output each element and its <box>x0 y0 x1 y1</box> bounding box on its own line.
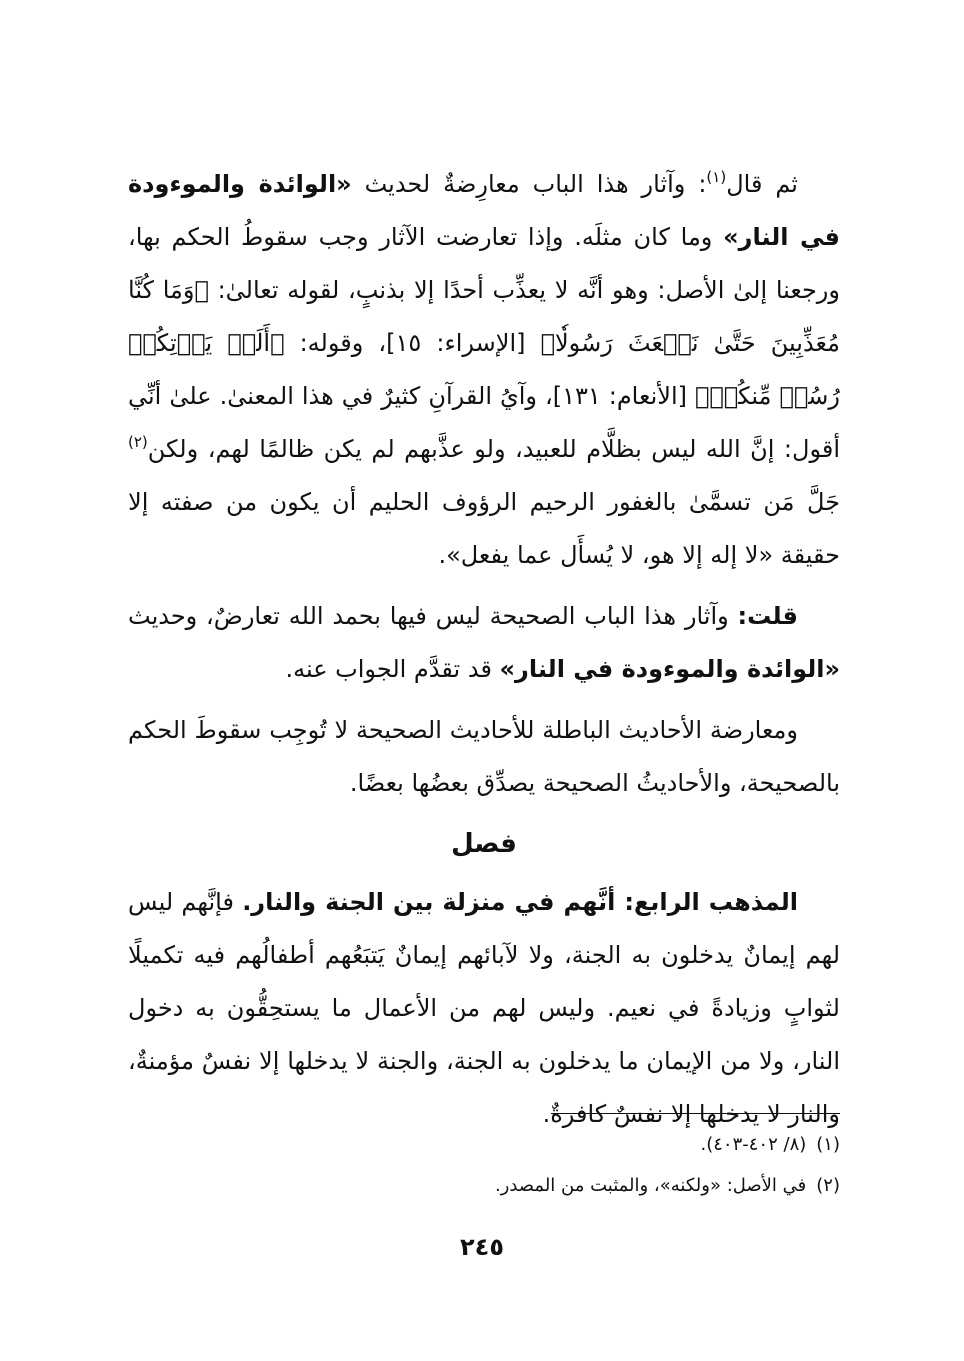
footnote-1-text: (٨/ ٤٠٢-٤٠٣). <box>700 1134 807 1155</box>
footnote-1-number: (١) <box>816 1134 840 1155</box>
paragraph-1-text-c: وما كان مثلَه. وإذا تعارضت الآثار وجب سقوطُ الحكم بها، ورجعنا إلىٰ الأصل: وهو أنَّه لا يعذِّب أحدًا إلا بذنبٍ، لقوله تعالىٰ: <box>128 223 840 304</box>
footnote-2-text: في الأصل: «ولكنه»، والمثبت من المصدر. <box>494 1175 807 1196</box>
paragraph-2-text-a: وآثار هذا الباب الصحيحة ليس فيها بحمد الله تعارضٌ، وحديث <box>128 602 738 630</box>
paragraph-1-text-a: ثم قال <box>726 170 798 198</box>
footnote-1 <box>128 1124 840 1165</box>
paragraph-4 <box>128 876 840 1141</box>
footnote-2 <box>128 1165 840 1206</box>
hadith-title-2: «الوائدة والموءودة في النار» <box>499 655 840 683</box>
paragraph-2 <box>128 590 840 696</box>
footnote-ref-2: (٢) <box>128 433 148 451</box>
paragraph-1-text-e: [الأنعام: ١٣١]، وآيُ القرآنِ كثيرٌ في هذا المعنىٰ. علىٰ أنِّي أقول: إنَّ الله ليس بظلَّام للعبيد، ولو عذَّبهم لم يكن ظالمًا لهم، ولكن <box>128 382 840 463</box>
page-number: ٢٤٥ <box>460 1233 504 1261</box>
section-heading: فصل <box>451 829 517 859</box>
paragraph-2-text-b: قد تقدَّم الجواب عنه. <box>285 655 500 683</box>
paragraph-1-text-b: : وآثار هذا الباب معارِضةٌ لحديث <box>351 170 707 198</box>
paragraph-3 <box>128 704 840 810</box>
paragraph-4-lead: المذهب الرابع: أنَّهم في منزلة بين الجنة والنار. <box>242 888 798 916</box>
footnote-separator <box>551 1113 840 1114</box>
paragraph-1-text-f: جَلَّ مَن تسمَّىٰ بالغفور الرحيم الرؤوف الحليم أن يكون من صفته إلا حقيقة «لا إله إلا هو، لا يُسأَل عما يفعل». <box>128 488 840 569</box>
hadith-title: «الوائدة والموءودة في النار» <box>128 170 840 251</box>
paragraph-1-text-d: [الإسراء: ١٥]، وقوله: <box>284 329 541 357</box>
paragraph-4-text: فإنَّهم ليس لهم إيمانٌ يدخلون به الجنة، ولا لآبائهم إيمانٌ يَتبَعُهم أطفالُهم فيه تكميلًا لثوابٍ وزيادةً في نعيم. وليس لهم من الأعمال ما يستحِقُّون به دخول النار، ولا من الإيمان ما يدخلون به الجنة، والجنة لا يدخلها إلا نفسٌ مؤمنةٌ، والنار لا يدخلها إلا نفسٌ كافرةٌ. <box>128 888 840 1128</box>
paragraph-3-text: ومعارضة الأحاديث الباطلة للأحاديث الصحيحة لا تُوجِب سقوطَ الحكم بالصحيحة، والأحاديثُ الصحيحة يصدِّق بعضُها بعضًا. <box>128 716 840 797</box>
footnotes <box>128 1124 840 1206</box>
paragraph-2-lead: قلت: <box>737 602 798 630</box>
paragraph-1 <box>128 158 840 582</box>
quran-verse-2: ﴿أَلَمۡ يَأۡتِكُمۡ رُسُلٞ مِّنكُمۡ﴾ <box>128 329 840 410</box>
footnote-2-number: (٢) <box>816 1175 840 1196</box>
footnote-ref-1: (١) <box>706 168 727 186</box>
quran-verse-1: ﴿وَمَا كُنَّا مُعَذِّبِينَ حَتَّىٰ نَبۡعَثَ رَسُولٗا﴾ <box>128 276 840 357</box>
page-body <box>128 158 840 1141</box>
